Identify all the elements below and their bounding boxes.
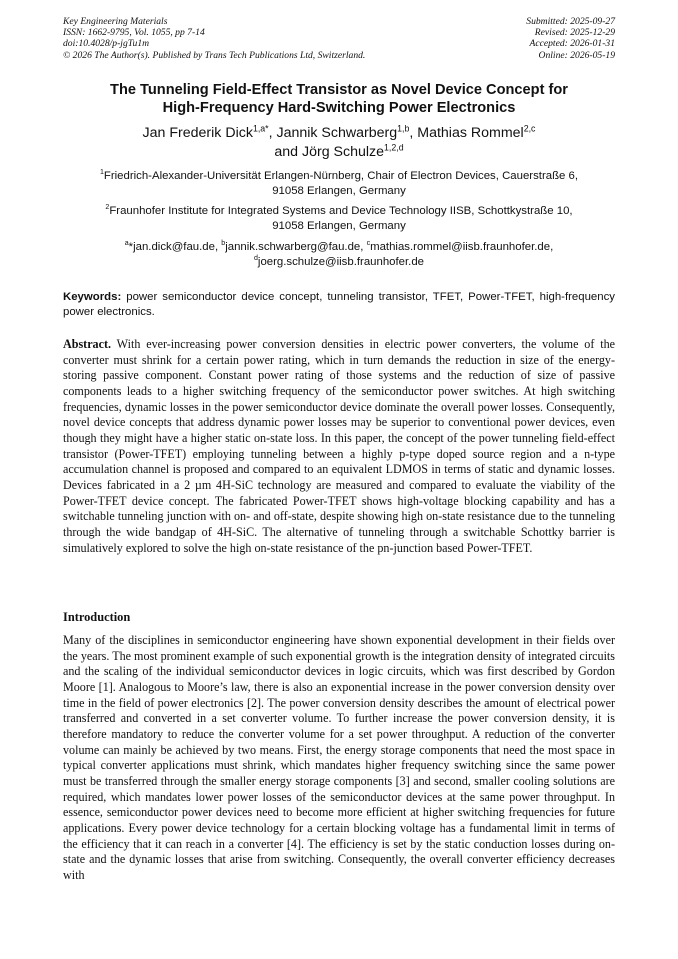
section-heading-introduction: Introduction [63,610,131,624]
email-mark: b [221,240,226,248]
affiliation-number: 1 [99,169,104,177]
email-address[interactable]: mathias.rommel@iisb.fraunhofer.de, [370,241,554,253]
journal-doi: doi:10.4028/p-jgTu1m [63,38,150,50]
author-name: Jan Frederik Dick [142,125,253,141]
email-line-1 [60,240,618,255]
email-line-2 [60,255,618,270]
author-emails [60,240,618,270]
affiliation-line [60,169,618,184]
author-affiliation-mark: 1,b [397,123,410,134]
submission-dates [526,16,615,61]
journal-name: Key Engineering Materials [63,16,168,27]
accepted-date: Accepted: 2026-01-31 [529,38,615,50]
affiliation-text: Friedrich-Alexander-Universität Erlangen-Nürnberg, Chair of Electron Devices, Cauerstraße 6, [103,170,579,182]
keywords-paragraph [63,290,615,320]
copyright-line: © 2026 The Author(s). Published by Trans Tech Publications Ltd, Switzerland. [63,49,366,61]
journal-info [63,16,365,61]
email-address[interactable]: joerg.schulze@iisb.fraunhofer.de [257,255,424,268]
author-affiliation-mark: 1,a* [252,123,269,134]
email-mark: c [366,240,371,248]
affiliation-city: 91058 Erlangen, Germany [272,220,406,233]
author-line-1 [60,124,618,143]
email-address[interactable]: *jan.dick@fau.de, [128,241,222,253]
email-mark: a [124,240,129,248]
online-date: Online: 2026-05-19 [538,49,615,61]
submitted-date: Submitted: 2025-09-27 [526,16,615,27]
author-affiliation-mark: 1,2,d [384,141,404,152]
email-address[interactable]: jannik.schwarberg@fau.de, [225,241,367,253]
introduction-paragraph: Many of the disciplines in semiconductor engineering have shown exponential development in their fields over the years. The most prominent example of such exponential growth is the integration density of integrated circuits and the scaling of the individual semiconductor devices in logic circuits, which was first described by Gordon Moore [1]. Analogous to Moore’s law, there is also an exponential increase in the power conversion density over time in the field of power electronics [2]. The power conversion density describes the amount of electrical power transferred and converted in a set converter volume. To further increase the power conversion density, it is therefore mandatory to reduce the converter volume for a set power throughput. A reduction of the converter volume can mainly be achieved by two means. First, the energy storage components that need the most space in typical converter applications must shrink, which mandates higher frequency switching since the same power must be transferred through the smaller energy storage components [3] and second, smaller cooling solutions are required, which mandates lower power losses of the semiconductor devices at the same power throughput. In essence, semiconductor power devices need to become more efficient at higher switching frequencies for future applications. Every power device technology for a certain blocking voltage has a fundamental limit in terms of the efficiency that it can reach in a converter [4]. The efficiency is set by the static conduction losses during on-state and the dynamic losses that arise from switching. Consequently, the overall converter efficiency decreases with [63,633,615,882]
author-list [60,124,618,161]
affiliation-line [60,204,618,219]
affiliation-text: Fraunhofer Institute for Integrated Systems and Device Technology IISB, Schottkystraße 10, [109,205,573,217]
journal-issn: ISSN: 1662-9795, Vol. 1055, pp 7-14 [63,27,205,39]
author-name: Jannik Schwarberg [276,125,398,141]
affiliation-1 [60,169,618,199]
paper-title [60,81,618,117]
abstract-paragraph [63,337,615,556]
author-name: Mathias Rommel [417,125,524,141]
title-line-1: The Tunneling Field-Effect Transistor as Novel Device Concept for [110,82,568,98]
author-affiliation-mark: 2,c [523,123,536,134]
keywords-label: Keywords: [63,291,122,303]
affiliation-2 [60,204,618,234]
author-separator: , [409,125,418,141]
author-name: and Jörg Schulze [274,143,385,160]
author-separator: , [268,125,277,141]
affiliation-city: 91058 Erlangen, Germany [272,185,406,198]
email-mark: d [254,255,258,262]
revised-date: Revised: 2025-12-29 [534,27,615,39]
title-line-2: High-Frequency Hard-Switching Power Electronics [162,100,516,116]
abstract-label: Abstract. [63,337,112,351]
author-line-2 [60,143,618,162]
keywords-text: power semiconductor device concept, tunneling transistor, TFET, Power-TFET, high-frequency power electronics. [63,291,615,318]
affiliation-number: 2 [105,204,110,212]
abstract-text: With ever-increasing power conversion densities in electric power converters, the volume of the converter must shrink for a certain power rating, which in turn demands the reduction in size of the energy-storing passive component. Constant power rating of those systems and the reduction of size of passive components leads to a higher switching frequency of the semiconductor power switches. At high switching frequencies, dynamic losses in the power semiconductor device dominate the overall power losses. Consequently, novel device concepts that address dynamic power losses may be superior to conventional power devices, even though they might have a higher static on-state loss. In this paper, the concept of the power tunneling field-effect transistor (Power-TFET) employing tunneling between a highly p-type doped source region and a n-type accumulation channel is proposed and compared to an equivalent LDMOS in terms of static and dynamic losses. Devices fabricated in a 2 µm 4H-SiC technology are measured and compared to evaluate the viability of the Power-TFET device concept. The fabricated Power-TFET shows high-voltage blocking capability and has a switchable tunneling junction with on- and off-state, despite showing high on-state resistance due to the tunneling through the wide bandgap of 4H-SiC. The alternative of tunneling through a switchable Schottky barrier is simulatively explored to solve the high on-state resistance of the pn-junction based Power-TFET. [63,337,615,555]
